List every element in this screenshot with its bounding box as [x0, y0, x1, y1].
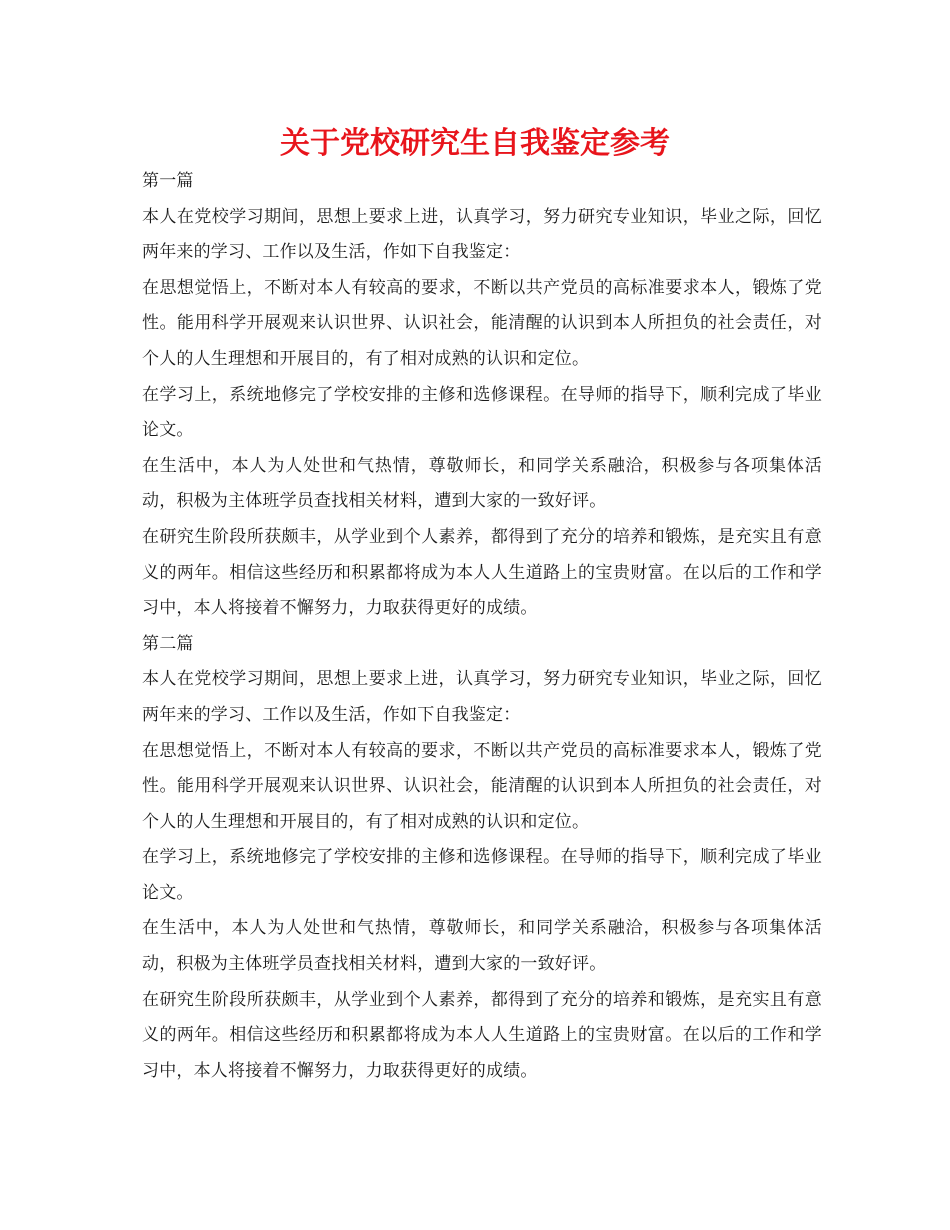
document-title: 关于党校研究生自我鉴定参考 [280, 126, 670, 161]
paragraph: 在研究生阶段所获颇丰，从学业到个人素养，都得到了充分的培养和锻炼，是充实且有意义的两年。相信这些经历和积累都将成为本人人生道路上的宝贵财富。在以后的工作和学习中，本人将接着不懈努力，力取获得更好的成绩。 [142, 989, 822, 1081]
paragraph: 本人在党校学习期间，思想上要求上进，认真学习，努力研究专业知识，毕业之际，回忆两年来的学习、工作以及生活，作如下自我鉴定： [142, 206, 822, 263]
document-body [142, 164, 822, 1089]
section-1 [142, 164, 822, 627]
section-heading: 第二篇 [142, 633, 194, 654]
paragraph: 在学习上，系统地修完了学校安排的主修和选修课程。在导师的指导下，顺利完成了毕业论文。 [142, 384, 822, 441]
section-2 [142, 627, 822, 1090]
paragraph: 在思想觉悟上，不断对本人有较高的要求，不断以共产党员的高标准要求本人，锻炼了党性。能用科学开展观来认识世界、认识社会，能清醒的认识到本人所担负的社会责任，对个人的人生理想和开展目的，有了相对成熟的认识和定位。 [142, 740, 822, 832]
section-heading: 第一篇 [142, 171, 194, 191]
paragraph: 在生活中，本人为人处世和气热情，尊敬师长，和同学关系融洽，积极参与各项集体活动，积极为主体班学员查找相关材料，遭到大家的一致好评。 [142, 918, 822, 975]
paragraph: 在学习上，系统地修完了学校安排的主修和选修课程。在导师的指导下，顺利完成了毕业论文。 [142, 847, 822, 903]
paragraph: 本人在党校学习期间，思想上要求上进，认真学习，努力研究专业知识，毕业之际，回忆两年来的学习、工作以及生活，作如下自我鉴定： [142, 669, 822, 725]
paragraph: 在研究生阶段所获颇丰，从学业到个人素养，都得到了充分的培养和锻炼，是充实且有意义的两年。相信这些经历和积累都将成为本人人生道路上的宝贵财富。在以后的工作和学习中，本人将接着不懈努力，力取获得更好的成绩。 [142, 526, 822, 619]
paragraph: 在生活中，本人为人处世和气热情，尊敬师长，和同学关系融洽，积极参与各项集体活动，积极为主体班学员查找相关材料，遭到大家的一致好评。 [142, 455, 822, 512]
paragraph: 在思想觉悟上，不断对本人有较高的要求，不断以共产党员的高标准要求本人，锻炼了党性。能用科学开展观来认识世界、认识社会，能清醒的认识到本人所担负的社会责任，对个人的人生理想和开展目的，有了相对成熟的认识和定位。 [142, 277, 822, 369]
